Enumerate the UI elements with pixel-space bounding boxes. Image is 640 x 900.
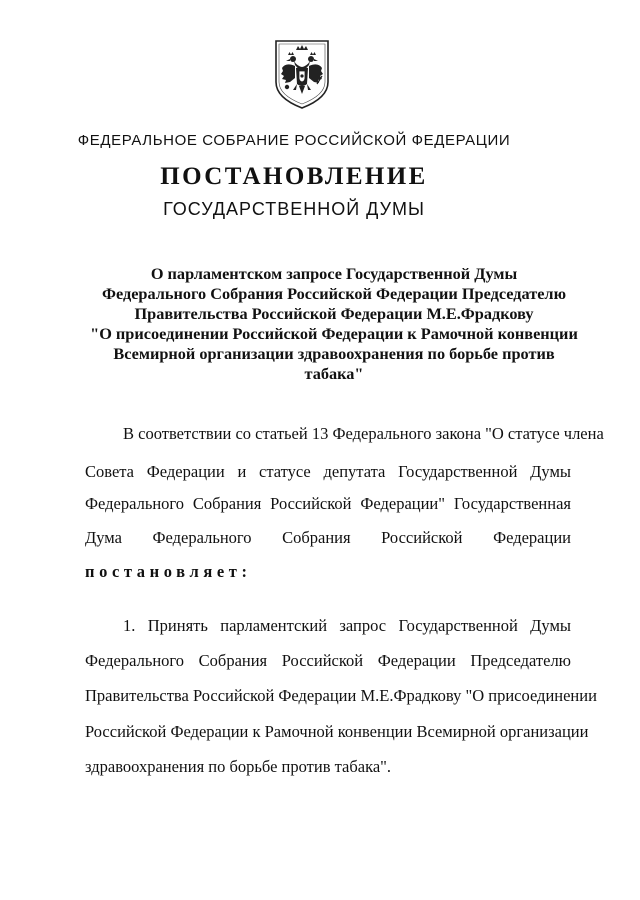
title-line: Правительства Российской Федерации М.Е.Фрадкову bbox=[134, 304, 534, 323]
preamble-line: Федерального Собрания Российской Федерации" Государственная bbox=[85, 494, 571, 513]
clause-line: здравоохранения по борьбе против табака". bbox=[85, 757, 392, 776]
preamble-line: Совета Федерации и статусе депутата Государственной Думы bbox=[85, 462, 571, 481]
title-line: Всемирной организации здравоохранения по борьбе против bbox=[113, 344, 555, 363]
title-line: Федерального Собрания Российской Федерации Председателю bbox=[101, 284, 567, 303]
clause-line: Федерального Собрания Российской Федерации Председателю bbox=[85, 651, 571, 670]
title-line: О парламентском запросе Государственной Думы bbox=[150, 264, 518, 283]
title-line: "О присоединении Российской Федерации к Рамочной конвенции bbox=[90, 324, 578, 343]
clause-line: Российской Федерации к Рамочной конвенции Всемирной организации bbox=[85, 722, 589, 741]
clause-line: 1. Принять парламентский запрос Государственной Думы bbox=[123, 616, 571, 635]
clause-line: Правительства Российской Федерации М.Е.Фрадкову "О присоединении bbox=[85, 686, 597, 705]
issuer-heading: ГОСУДАРСТВЕННОЙ ДУМЫ bbox=[163, 199, 425, 219]
assembly-heading: ФЕДЕРАЛЬНОЕ СОБРАНИЕ РОССИЙСКОЙ ФЕДЕРАЦИИ bbox=[77, 132, 511, 149]
coat-of-arms-icon bbox=[273, 38, 331, 110]
resolves-word: постановляет: bbox=[85, 562, 252, 581]
preamble-line: В соответствии со статьей 13 Федерального закона "О статусе члена bbox=[123, 424, 604, 443]
document-type-heading: ПОСТАНОВЛЕНИЕ bbox=[160, 163, 428, 190]
title-line: табака" bbox=[304, 364, 364, 383]
preamble-line: Дума Федерального Собрания Российской Федерации bbox=[85, 528, 571, 547]
